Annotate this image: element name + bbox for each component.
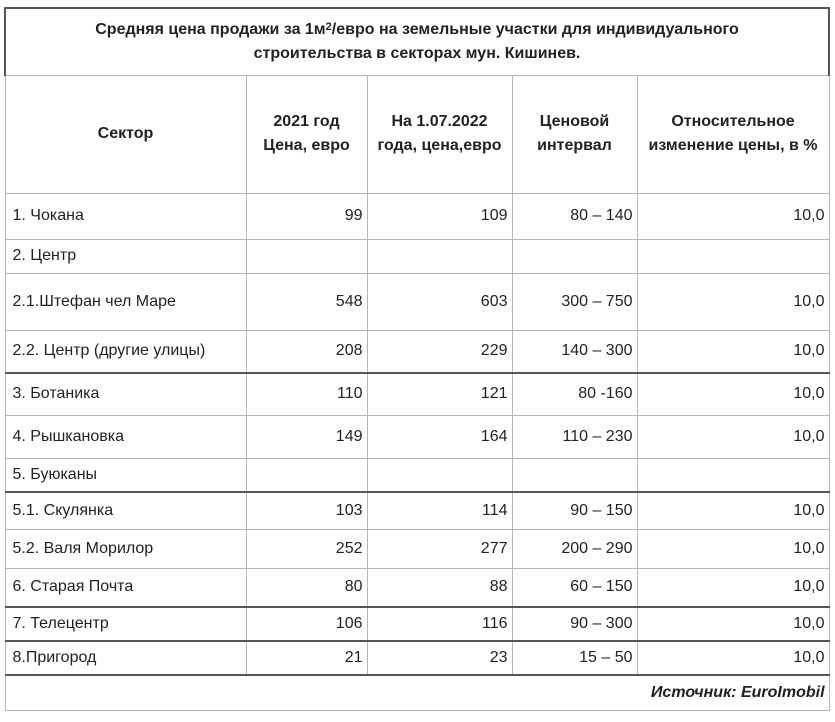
table-row: [5, 239, 829, 273]
cell-price-2022: 121: [367, 373, 512, 415]
cell-interval: 80 – 140: [512, 193, 637, 239]
cell-interval: 90 – 150: [512, 492, 637, 529]
title-row: [5, 8, 829, 75]
cell-sector: 1. Чокана: [5, 193, 246, 239]
cell-sector: 5. Буюканы: [5, 458, 246, 492]
table-row: [5, 373, 829, 415]
cell-price-2022: 23: [367, 641, 512, 675]
cell-interval: 110 – 230: [512, 415, 637, 458]
cell-sector: 7. Телецентр: [5, 607, 246, 641]
cell-interval: [512, 458, 637, 492]
cell-price-2022: 277: [367, 529, 512, 568]
header-price-2021: 2021 год Цена, евро: [246, 75, 367, 193]
cell-change: 10,0: [637, 529, 829, 568]
cell-price-2021: 252: [246, 529, 367, 568]
cell-interval: 15 – 50: [512, 641, 637, 675]
header-price-2022: На 1.07.2022 года, цена,евро: [367, 75, 512, 193]
cell-sector: 2.1.Штефан чел Маре: [5, 273, 246, 330]
cell-change: [637, 239, 829, 273]
cell-price-2021: [246, 239, 367, 273]
title-superscript: 2: [325, 20, 332, 33]
table-row: [5, 458, 829, 492]
table-row: [5, 273, 829, 330]
cell-interval: 140 – 300: [512, 330, 637, 373]
cell-price-2021: 110: [246, 373, 367, 415]
cell-interval: 90 – 300: [512, 607, 637, 641]
cell-sector: 4. Рышкановка: [5, 415, 246, 458]
price-table: [4, 7, 830, 711]
cell-price-2022: [367, 239, 512, 273]
cell-interval: 200 – 290: [512, 529, 637, 568]
table-row: [5, 529, 829, 568]
cell-change: [637, 458, 829, 492]
cell-sector: 8.Пригород: [5, 641, 246, 675]
cell-sector: 2. Центр: [5, 239, 246, 273]
cell-price-2021: 149: [246, 415, 367, 458]
title-line1-pre: Средняя цена продажи за 1м: [95, 20, 326, 38]
cell-change: 10,0: [637, 568, 829, 607]
table-row: [5, 492, 829, 529]
cell-change: 10,0: [637, 641, 829, 675]
cell-price-2021: 548: [246, 273, 367, 330]
cell-interval: 300 – 750: [512, 273, 637, 330]
table-row: [5, 568, 829, 607]
title-line1-post: /евро на земельные участки для индивидуального: [331, 20, 739, 38]
header-sector: Сектор: [5, 75, 246, 193]
header-row: [5, 75, 829, 193]
cell-change: 10,0: [637, 607, 829, 641]
header-change: Относительное изменение цены, в %: [637, 75, 829, 193]
cell-price-2021: 103: [246, 492, 367, 529]
cell-price-2022: 88: [367, 568, 512, 607]
table-row: [5, 607, 829, 641]
cell-interval: [512, 239, 637, 273]
table-row: [5, 641, 829, 675]
cell-price-2021: 106: [246, 607, 367, 641]
cell-sector: 3. Ботаника: [5, 373, 246, 415]
source-note: Источник: EuroImobil: [5, 675, 829, 710]
table-title: [5, 8, 829, 75]
title-line2: строительства в секторах мун. Кишинев.: [253, 44, 581, 62]
cell-price-2022: 116: [367, 607, 512, 641]
cell-price-2021: 21: [246, 641, 367, 675]
cell-change: 10,0: [637, 373, 829, 415]
source-row: [5, 675, 829, 710]
header-interval: Ценовой интервал: [512, 75, 637, 193]
cell-change: 10,0: [637, 273, 829, 330]
cell-price-2021: 208: [246, 330, 367, 373]
table-row: [5, 415, 829, 458]
cell-price-2021: [246, 458, 367, 492]
cell-sector: 5.1. Скулянка: [5, 492, 246, 529]
cell-change: 10,0: [637, 415, 829, 458]
cell-price-2022: 114: [367, 492, 512, 529]
cell-price-2022: 229: [367, 330, 512, 373]
cell-sector: 6. Старая Почта: [5, 568, 246, 607]
table-row: [5, 330, 829, 373]
cell-interval: 80 -160: [512, 373, 637, 415]
table-row: [5, 193, 829, 239]
cell-price-2022: [367, 458, 512, 492]
cell-change: 10,0: [637, 193, 829, 239]
cell-change: 10,0: [637, 330, 829, 373]
cell-price-2021: 99: [246, 193, 367, 239]
cell-price-2022: 603: [367, 273, 512, 330]
cell-price-2022: 109: [367, 193, 512, 239]
table-body: [5, 193, 829, 675]
cell-interval: 60 – 150: [512, 568, 637, 607]
cell-sector: 2.2. Центр (другие улицы): [5, 330, 246, 373]
cell-price-2021: 80: [246, 568, 367, 607]
cell-sector: 5.2. Валя Морилор: [5, 529, 246, 568]
cell-change: 10,0: [637, 492, 829, 529]
cell-price-2022: 164: [367, 415, 512, 458]
